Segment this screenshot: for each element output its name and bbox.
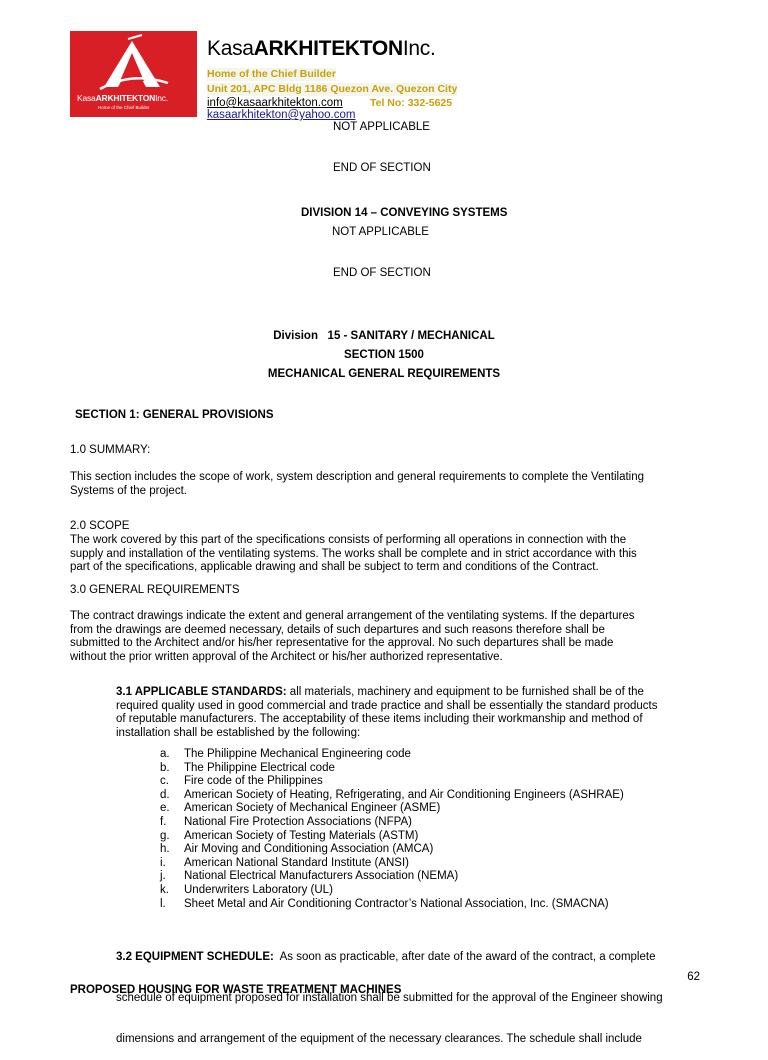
list-marker: c. xyxy=(160,775,169,788)
list-item-text: Fire code of the Philippines xyxy=(184,775,323,788)
paragraph-line: without the prior written approval of the Architect or his/her authorized representative. xyxy=(70,650,503,663)
end-of-section-2: END OF SECTION xyxy=(333,267,431,279)
section-1500-heading: SECTION 1500 xyxy=(344,349,424,361)
company-address: Unit 201, APC Bldg 1186 Quezon Ave. Quezon City xyxy=(207,83,458,95)
paragraph-line: 3.2 EQUIPMENT SCHEDULE: As soon as practicable, after date of the award of the contract, a complete xyxy=(116,951,656,964)
paragraph-line: installation shall be established by the following: xyxy=(116,726,361,739)
paragraph-line: required quality used in good commercial and trade practice and shall be essentially the standard products xyxy=(116,699,658,712)
end-of-section-1: END OF SECTION xyxy=(333,162,431,174)
list-item-text: The Philippine Mechanical Engineering code xyxy=(184,748,411,760)
list-item-text: Sheet Metal and Air Conditioning Contractor’s National Association, Inc. (SMACNA) xyxy=(184,897,609,910)
company-tagline: Home of the Chief Builder xyxy=(207,68,336,80)
logo-tagline: Home of the Chief Builder xyxy=(98,105,150,110)
list-marker: a. xyxy=(160,748,170,760)
division-15-heading: Division 15 - SANITARY / MECHANICAL xyxy=(273,330,495,342)
paragraph-line: submitted to the Architect and/or his/her representative for the approval. No such departures shall be made xyxy=(70,637,614,650)
page-number: 62 xyxy=(687,971,700,983)
scope-heading: 2.0 SCOPE xyxy=(70,520,130,532)
company-telephone: Tel No: 332-5625 xyxy=(370,97,453,109)
summary-heading: 1.0 SUMMARY: xyxy=(70,444,151,456)
list-marker: k. xyxy=(160,883,169,896)
list-item-text: American Society of Testing Materials (ASTM) xyxy=(184,829,419,842)
list-item-text: American National Standard Institute (ANSI) xyxy=(184,856,409,869)
footer-project-title: PROPOSED HOUSING FOR WASTE TREATMENT MACHINES xyxy=(70,984,402,996)
paragraph-line: of reputable manufacturers. The acceptability of these items including their workmanship and method of xyxy=(116,713,643,726)
general-requirements-paragraph xyxy=(70,610,634,664)
applicable-standards-heading: 3.1 APPLICABLE STANDARDS: xyxy=(116,686,287,698)
list-marker: b. xyxy=(160,761,170,774)
paragraph-line: part of the specifications, applicable drawing and shall be subject to term and conditions of the Contract. xyxy=(70,561,599,574)
list-item-text: American Society of Mechanical Engineer (ASME) xyxy=(184,802,441,815)
applicable-standards-paragraph xyxy=(116,686,657,740)
equipment-schedule-heading: 3.2 EQUIPMENT SCHEDULE: xyxy=(116,951,274,964)
company-email-link[interactable]: info@kasaarkhitekton.com xyxy=(207,97,343,109)
summary-paragraph xyxy=(70,471,644,498)
paragraph-line: 3.1 APPLICABLE STANDARDS: all materials, machinery and equipment to be furnished shall be of the xyxy=(116,686,644,698)
paragraph-line: This section includes the scope of work, system description and general requirements to complete the Ventilating xyxy=(70,471,645,483)
mechanical-requirements-heading: MECHANICAL GENERAL REQUIREMENTS xyxy=(267,368,501,380)
general-provisions-heading: SECTION 1: GENERAL PROVISIONS xyxy=(75,409,274,421)
list-item-text: National Electrical Manufacturers Association (NEMA) xyxy=(184,870,459,883)
general-requirements-heading: 3.0 GENERAL REQUIREMENTS xyxy=(70,584,240,596)
company-name: KasaARKHITEKTONInc. xyxy=(207,37,436,60)
list-item-text: The Philippine Electrical code xyxy=(184,761,335,774)
not-applicable-1: NOT APPLICABLE xyxy=(333,121,430,133)
paragraph-line: The contract drawings indicate the extent and general arrangement of the ventilating systems. If the departures xyxy=(70,610,635,622)
paragraph-line: from the drawings are deemed necessary, details of such departures and such reasons therefore shall be xyxy=(70,623,605,636)
company-email2-link[interactable]: kasaarkhitekton@yahoo.com xyxy=(207,109,356,121)
company-logo xyxy=(70,31,197,117)
paragraph-line: schedule of equipment proposed for installation shall be submitted for the approval of the Engineer showing xyxy=(116,991,663,1004)
paragraph-line: The work covered by this part of the specifications consists of performing all operations in connection with the xyxy=(70,534,627,546)
list-marker: j. xyxy=(160,870,166,883)
list-marker: e. xyxy=(160,802,170,815)
list-item-text: National Fire Protection Associations (NFPA) xyxy=(184,815,412,828)
logo-wordmark: KasaARKHITEKTONInc. xyxy=(77,93,168,103)
list-marker: h. xyxy=(160,843,170,856)
list-item-text: Underwriters Laboratory (UL) xyxy=(184,883,333,896)
paragraph-line: supply and installation of the ventilating systems. The works shall be complete and in strict accordance with this xyxy=(70,547,637,560)
list-marker: l. xyxy=(160,897,166,910)
list-marker: i. xyxy=(160,856,166,869)
list-marker: d. xyxy=(160,788,170,801)
scope-paragraph xyxy=(70,534,637,575)
not-applicable-2: NOT APPLICABLE xyxy=(332,226,429,238)
list-marker: g. xyxy=(160,829,170,842)
list-marker: f. xyxy=(160,815,167,828)
paragraph-line: dimensions and arrangement of the equipment of the necessary clearances. The schedule shall include xyxy=(116,1032,642,1045)
list-item-text: Air Moving and Conditioning Association (AMCA) xyxy=(184,843,434,856)
paragraph-line: Systems of the project. xyxy=(70,484,187,497)
list-item-text: American Society of Heating, Refrigerating, and Air Conditioning Engineers (ASHRAE) xyxy=(184,788,624,801)
division-14-heading: DIVISION 14 – CONVEYING SYSTEMS xyxy=(301,207,508,219)
